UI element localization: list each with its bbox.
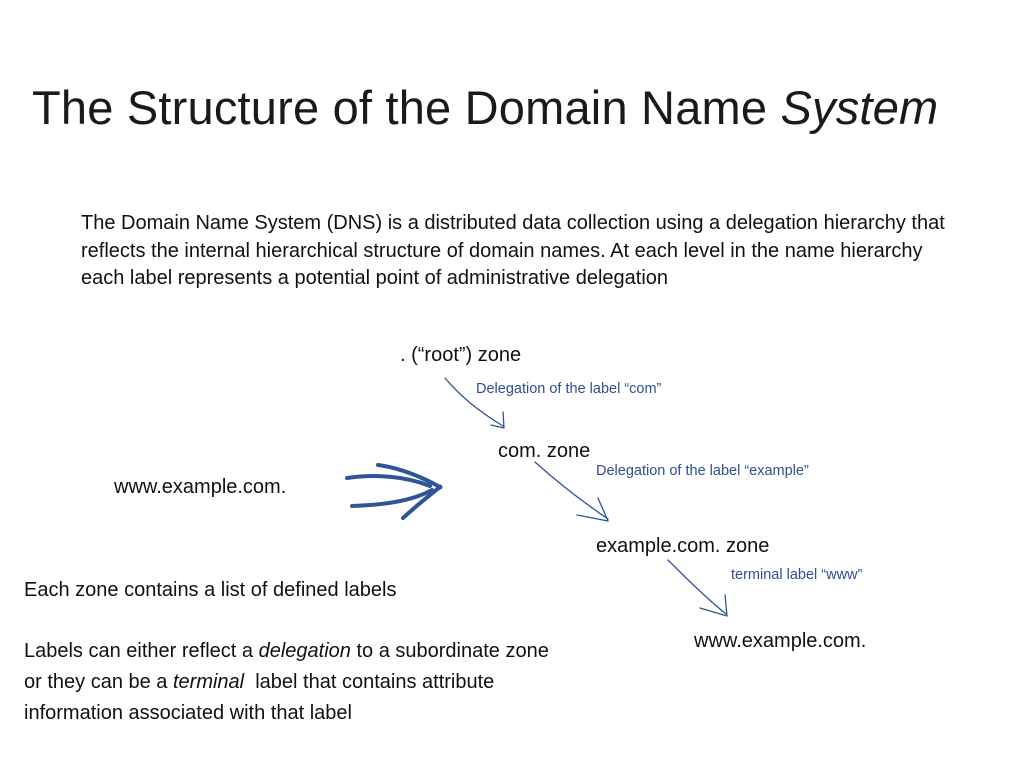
- zone-labels-note: Each zone contains a list of defined labels: [24, 579, 397, 601]
- title-italic: System: [780, 81, 939, 134]
- title-main: The Structure of the Domain Name: [32, 81, 781, 134]
- line2-post: label that contains attribute: [244, 671, 495, 693]
- example-zone-label: example.com. zone: [596, 535, 770, 557]
- www-result-label: www.example.com.: [694, 630, 867, 652]
- arrow-root-to-com: [445, 378, 504, 428]
- intro-paragraph: The Domain Name System (DNS) is a distributed data collection using a delegation hierarchy that reflects the internal hierarchical structure of domain names. At each level in the name hierarchy each label represents a potential point of administrative delegation: [81, 212, 945, 289]
- implies-arrow-icon: [347, 465, 443, 518]
- query-name-label: www.example.com.: [114, 476, 287, 498]
- line1-pre: Labels can either reflect a: [24, 640, 259, 662]
- line1-post: to a subordinate zone: [350, 640, 549, 662]
- com-zone-label: com. zone: [498, 440, 591, 462]
- arrow-com-to-example: [535, 462, 608, 521]
- root-zone-label: . (“root”) zone: [400, 344, 522, 366]
- arrow-example-to-www: [668, 560, 727, 616]
- delegation-com-label: Delegation of the label “com”: [476, 381, 662, 397]
- terminal-term: terminal: [172, 671, 245, 693]
- line2-pre: or they can be a: [24, 671, 173, 693]
- labels-note-line-3: information associated with that label: [24, 702, 352, 724]
- delegation-example-label: Delegation of the label “example”: [596, 463, 809, 479]
- delegation-term: delegation: [258, 640, 351, 662]
- terminal-www-label: terminal label “www”: [731, 567, 863, 583]
